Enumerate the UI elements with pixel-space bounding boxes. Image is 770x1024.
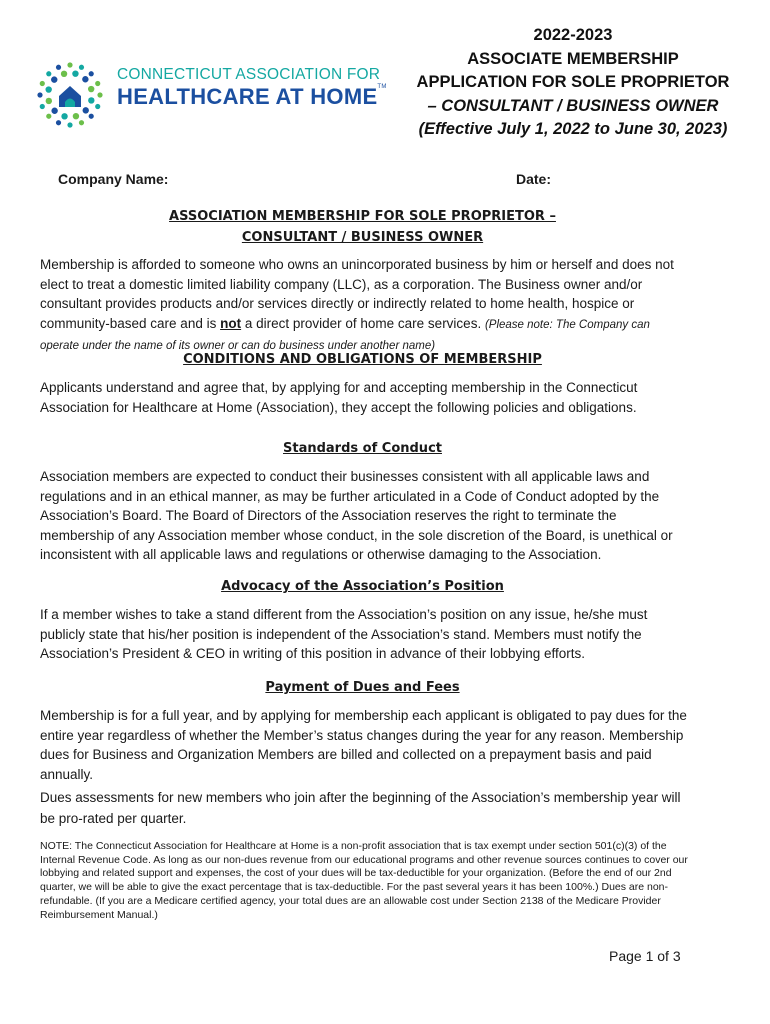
logo-dot [40,81,45,86]
trademark: TM [377,84,387,90]
heading-line-2: CONSULTANT / BUSINESS OWNER [241,230,484,245]
section-heading-conditions: CONDITIONS AND OBLIGATIONS OF MEMBERSHIP [183,352,542,367]
logo-dot [89,114,94,119]
logo-dot [89,71,94,76]
logo-dot [97,92,102,97]
logo-dot [46,98,52,104]
logo-line-2-text: HEALTHCARE AT HOME [117,84,378,109]
logo-mark-icon [37,62,103,128]
logo-dot [82,76,88,82]
logo-dot [40,104,45,109]
dues-body-2: Dues assessments for new members who join after the beginning of the Association’s membership year will be pro-rated per quarter. [40,790,681,826]
logo-line-2 [117,84,387,110]
logo-dot [95,104,100,109]
logo-dot [45,86,51,92]
membership-text-2: a direct provider of home care services. [241,315,485,331]
company-name-label: Company Name: [58,171,169,187]
company-name-note: (Please note: The Company can operate under the name of its owner or can do business under another name) [40,318,650,352]
section-heading-advocacy: Advocacy of the Association’s Position [221,579,504,594]
logo-dot [37,92,42,97]
membership-description [40,255,690,357]
dues-body-1: Membership is for a full year, and by applying for membership each applicant is obligated to pay dues for the entire year regardless of whether the Member’s status changes during the year for any reason. Membership dues for Business and Organization Members are billed and collected on a prepayment basis and paid annually. [40,708,687,782]
section-heading-sole-proprietor [40,206,685,248]
logo-dot [79,65,84,70]
logo-dot [51,76,57,82]
emphasis-not: not [220,315,242,331]
logo-dot [61,113,67,119]
association-logo [37,62,387,128]
form-title [395,24,751,142]
logo-dot [79,120,84,125]
logo-line-1: CONNECTICUT ASSOCIATION FOR [117,66,381,83]
title-effective-dates: (Effective July 1, 2022 to June 30, 2023) [418,120,728,138]
logo-dot [51,108,57,114]
logo-dot [95,81,100,86]
logo-dot [72,70,78,76]
conditions-body: Applicants understand and agree that, by applying for and accepting membership in the Connecticut Association for Healthcare at Home (Association), they accept the following policies and obligations. [40,380,638,415]
membership-text-1: Membership is afforded to someone who owns an unincorporated business by him or herself and does not elect to treat a domestic limited liability company (LLC), as a corporation. The Business owner and/or consultant provides products and/or services directly or indirectly related to home health, hospice or community-based care and is [40,257,674,331]
logo-dot [88,86,94,92]
title-year: 2022-2023 [533,26,613,44]
title-line-4: – CONSULTANT / BUSINESS OWNER [427,96,719,115]
title-line-2: ASSOCIATE MEMBERSHIP [467,49,679,68]
heading-line-1: ASSOCIATION MEMBERSHIP FOR SOLE PROPRIETOR – [169,209,556,224]
logo-dot [56,65,61,70]
logo-dot [67,122,72,127]
date-label: Date: [516,171,552,187]
logo-dot [67,62,72,67]
section-heading-standards: Standards of Conduct [283,441,442,456]
page-number: Page 1 of 3 [609,948,681,964]
logo-dot [46,71,51,76]
standards-body: Association members are expected to conduct their businesses consistent with all applicable laws and regulations and in an ethical manner, as may be further articulated in a Code of Conduct adopted by the Association’s Board. The Board of Directors of the Association reserves the right to terminate the membership of any Association member whose conduct, in the sole discretion of the Board, is unethical or inconsistent with all applicable laws and regulations or otherwise damaging to the Association. [40,469,673,562]
logo-dot [88,97,94,103]
title-line-3: APPLICATION FOR SOLE PROPRIETOR [416,73,730,91]
logo-dot [83,107,89,113]
logo-dot [73,113,79,119]
section-heading-dues: Payment of Dues and Fees [265,680,460,695]
advocacy-body: If a member wishes to take a stand different from the Association’s position on any issue, he/she must publicly state that his/her position is independent of the Association’s stand. Members must notify the Association’s President & CEO in writing of this position in advance of their lobbying efforts. [40,607,648,661]
logo-dot [46,114,51,119]
logo-dot [61,71,67,77]
tax-exempt-note: NOTE: The Connecticut Association for Healthcare at Home is a non-profit association that is tax exempt under section 501(c)(3) of the Internal Revenue Code. As long as our non-dues revenue from our educational programs and other revenue sources continues to cover our lobbying and related support and expenses, the cost of your dues will be tax-deductible for your organization. (Before the end of our 2nd quarter, we will be able to give the exact percentage that is tax-deductible. For the past several years it has been 100%.) Dues are non-refundable. (If you are a Medicare certified agency, your total dues are an allowable cost under Section 2138 of the Medicare Provider Reimbursement Manual.) [40,840,688,921]
logo-dot [56,120,61,125]
